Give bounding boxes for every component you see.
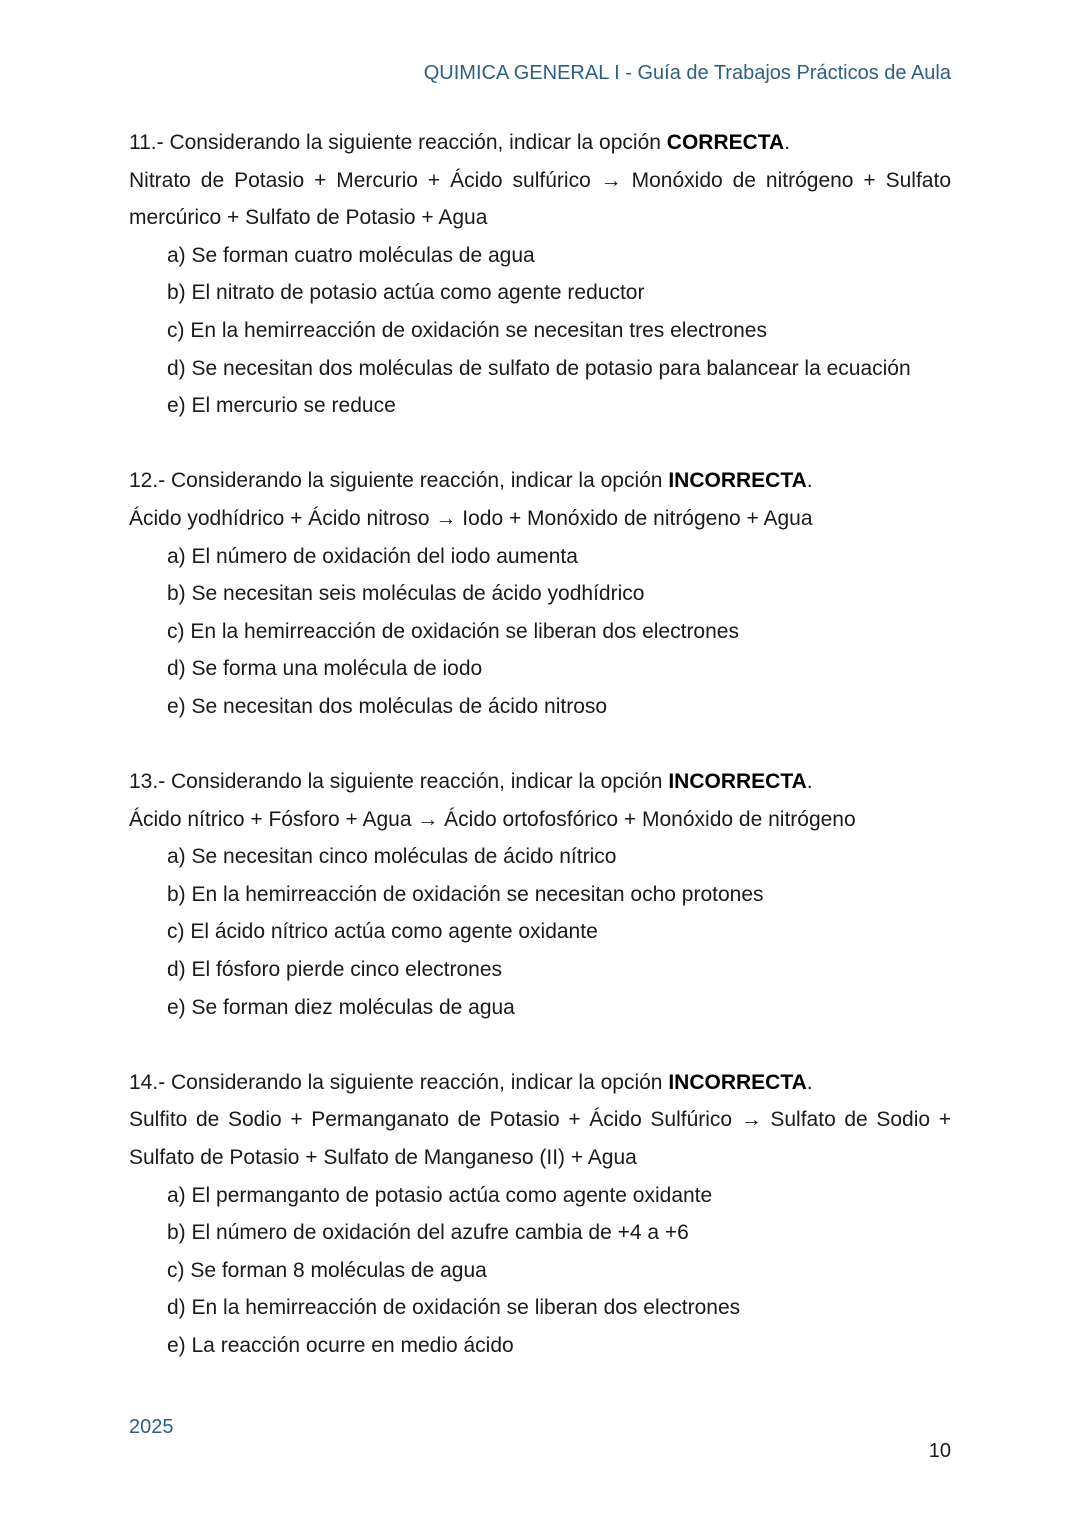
question-stem	[129, 124, 951, 162]
answer-option-d: d) En la hemirreacción de oxidación se liberan dos electrones	[167, 1296, 741, 1320]
question-stem-period: .	[806, 770, 813, 794]
answer-option-e: e) Se necesitan dos moléculas de ácido nitroso	[167, 694, 608, 718]
question-keyword: INCORRECTA	[668, 1070, 807, 1094]
question-stem-period: .	[806, 469, 813, 493]
footer-year: 2025	[129, 1416, 174, 1438]
question-14	[129, 1064, 951, 1365]
question-13	[129, 763, 951, 1026]
question-keyword: CORRECTA	[666, 131, 785, 154]
answer-option-d: d) Se necesitan dos moléculas de sulfato de potasio para balancear la ecuación	[167, 356, 911, 380]
page-header-title: QUIMICA GENERAL I - Guía de Trabajos Prácticos de Aula	[423, 62, 951, 84]
reaction-equation: Nitrato de Potasio + Mercurio + Ácido sulfúrico → Monóxido de nitrógeno + Sulfato mercúrico + Sulfato de Potasio + Agua	[129, 168, 951, 230]
answer-option-e: e) La reacción ocurre en medio ácido	[167, 1334, 514, 1357]
question-keyword: INCORRECTA	[668, 770, 807, 794]
answer-option-a: a) El número de oxidación del iodo aumenta	[167, 544, 578, 568]
answer-option-e: e) El mercurio se reduce	[167, 394, 396, 418]
question-stem	[129, 462, 951, 500]
answer-option-c: c) Se forman 8 moléculas de agua	[167, 1258, 487, 1282]
answer-option-d: d) Se forma una molécula de iodo	[167, 657, 483, 681]
answer-options	[129, 237, 951, 425]
answer-option-c: c) En la hemirreacción de oxidación se liberan dos electrones	[167, 619, 739, 643]
reaction-equation: Sulfito de Sodio + Permanganato de Potasio + Ácido Sulfúrico → Sulfato de Sodio + Sulfato de Potasio + Sulfato de Manganeso (II) + Agua	[129, 1108, 951, 1170]
answer-option-b: b) El nitrato de potasio actúa como agente reductor	[167, 281, 645, 305]
question-stem-period: .	[806, 1070, 813, 1094]
answer-option-c: c) En la hemirreacción de oxidación se necesitan tres electrones	[167, 318, 767, 342]
question-list	[129, 124, 951, 1402]
answer-option-e: e) Se forman diez moléculas de agua	[167, 995, 515, 1019]
answer-option-a: a) Se forman cuatro moléculas de agua	[167, 243, 535, 267]
question-12	[129, 462, 951, 725]
answer-option-b: b) Se necesitan seis moléculas de ácido yodhídrico	[167, 582, 645, 606]
question-stem-text: 12.- Considerando la siguiente reacción, indicar la opción	[129, 469, 663, 493]
answer-option-b: b) En la hemirreacción de oxidación se necesitan ocho protones	[167, 882, 764, 906]
answer-option-c: c) El ácido nítrico actúa como agente oxidante	[167, 920, 598, 944]
question-stem	[129, 763, 951, 801]
question-stem-text: 13.- Considerando la siguiente reacción, indicar la opción	[129, 770, 663, 794]
reaction-equation: Ácido yodhídrico + Ácido nitroso → Iodo + Monóxido de nitrógeno + Agua	[129, 506, 813, 530]
answer-option-b: b) El número de oxidación del azufre cambia de +4 a +6	[167, 1221, 689, 1245]
answer-option-d: d) El fósforo pierde cinco electrones	[167, 958, 503, 982]
answer-options	[129, 1177, 951, 1365]
answer-option-a: a) El permanganto de potasio actúa como agente oxidante	[167, 1183, 713, 1207]
answer-options	[129, 838, 951, 1026]
answer-options	[129, 538, 951, 726]
reaction-equation: Ácido nítrico + Fósforo + Agua → Ácido ortofosfórico + Monóxido de nitrógeno	[129, 807, 856, 831]
question-keyword: INCORRECTA	[668, 469, 807, 493]
question-stem-text: 11.- Considerando la siguiente reacción, indicar la opción	[129, 131, 661, 154]
answer-option-a: a) Se necesitan cinco moléculas de ácido nítrico	[167, 845, 617, 869]
question-stem	[129, 1064, 951, 1102]
question-stem-text: 14.- Considerando la siguiente reacción, indicar la opción	[129, 1070, 663, 1094]
page-number: 10	[928, 1440, 951, 1462]
question-stem-period: .	[784, 131, 791, 154]
question-11	[129, 124, 951, 425]
